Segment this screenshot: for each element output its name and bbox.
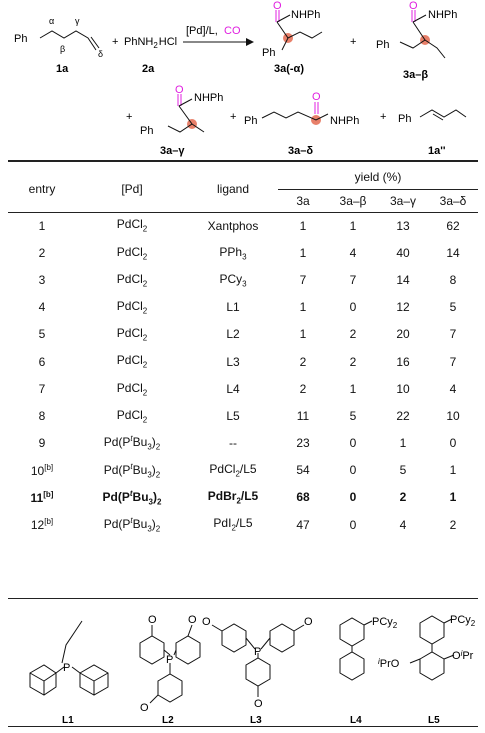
pd-tail: Bu — [132, 489, 149, 504]
cell-yield: 2 — [299, 354, 307, 369]
p2-nh: NHPh — [428, 9, 458, 21]
pd-superscript: t — [130, 434, 133, 444]
pd-superscript: t — [130, 515, 133, 525]
cell-yield: 0 — [349, 463, 357, 478]
cell-yield: 0 — [349, 517, 357, 532]
pd-end-subscript: 2 — [155, 442, 161, 452]
cell-yield: 2 — [449, 517, 457, 532]
p4-ph: Ph — [244, 115, 258, 127]
pd-end-subscript: 2 — [155, 524, 161, 534]
ligand-text: PPh — [219, 244, 243, 259]
pd-subscript: 2 — [142, 415, 148, 425]
pd-subscript: 2 — [142, 333, 148, 343]
cell-ligand — [188, 402, 278, 429]
pd-text: Pd(P — [103, 516, 131, 531]
table-row — [8, 212, 478, 239]
cell-pd — [76, 239, 188, 266]
pd-subscript: 2 — [142, 279, 148, 289]
ligand-subscript: 3 — [242, 279, 247, 289]
cell-ligand — [188, 511, 278, 538]
cell-yield: 2 — [349, 354, 357, 369]
ligand-text: PdCl — [209, 462, 236, 477]
pd-tail-subscript: 3 — [147, 442, 152, 452]
p1-ph: Ph — [262, 47, 276, 59]
p3-nh: NHPh — [194, 92, 224, 104]
ligand-L1-structure — [30, 621, 108, 695]
pd-end: ) — [151, 516, 156, 531]
cell-yield: 1 — [349, 218, 357, 233]
ligand-text: PdI — [213, 516, 232, 531]
sm1-beta: β — [60, 44, 66, 54]
cell-pd — [76, 348, 188, 375]
ligand-text: L3 — [226, 354, 240, 369]
cell-entry — [8, 457, 76, 484]
header-pd: [Pd] — [121, 181, 143, 196]
table-top-rule — [8, 160, 478, 162]
pd-tail-subscript: 3 — [147, 469, 152, 479]
pd-text: PdCl — [116, 271, 143, 286]
pd-text: Pd(P — [102, 489, 130, 504]
L5-ipro: $^i$PrO — [378, 657, 400, 670]
L2-atom: P — [166, 654, 174, 666]
cell-yield: 4 — [449, 381, 457, 396]
entry-number: 3 — [38, 272, 46, 287]
header-entry: entry — [28, 181, 56, 196]
cell-entry — [8, 239, 76, 266]
ligand-L4-structure — [340, 618, 372, 680]
cell-yield: 54 — [296, 463, 310, 478]
pd-subscript: 2 — [142, 360, 148, 370]
table-row — [8, 511, 478, 538]
p4-id: 3a–δ — [288, 145, 314, 157]
conditions-co: CO — [224, 25, 241, 37]
cell-ligand — [188, 484, 278, 511]
entry-number: 4 — [38, 300, 46, 315]
plus-sign-5: + — [380, 111, 387, 123]
cell-yield: 7 — [449, 354, 457, 369]
pd-tail: Bu — [132, 516, 148, 531]
pd-tail-subscript: 3 — [148, 497, 153, 507]
reaction-arrow — [183, 38, 254, 46]
p4-o: O — [312, 91, 321, 103]
ligand-structures — [0, 603, 485, 728]
p2-o: O — [409, 0, 418, 12]
table-row — [8, 484, 478, 511]
entry-number: 6 — [38, 354, 46, 369]
cell-yield: 40 — [396, 245, 410, 260]
p3-id: 3a–γ — [160, 145, 185, 157]
cell-ligand — [188, 348, 278, 375]
cell-entry — [8, 375, 76, 402]
cell-yield: 7 — [449, 327, 457, 342]
entry-footnote: [b] — [44, 517, 54, 527]
cell-yield: 2 — [399, 490, 407, 505]
cell-entry — [8, 266, 76, 293]
cell-yield: 10 — [446, 408, 460, 423]
cell-yield: 4 — [399, 517, 407, 532]
header-col-3a: 3a — [278, 190, 328, 213]
entry-number: 1 — [38, 218, 46, 233]
pd-subscript: 2 — [142, 306, 148, 316]
cell-pd — [76, 511, 188, 538]
cell-pd — [76, 321, 188, 348]
header-yield: yield (%) — [354, 170, 402, 184]
cell-entry — [8, 430, 76, 457]
cell-ligand — [188, 239, 278, 266]
sm1-alpha: α — [49, 16, 55, 26]
p1-nh: NHPh — [291, 9, 321, 21]
ligand-subscript: 2 — [235, 469, 240, 479]
table-row — [8, 348, 478, 375]
cell-ligand — [188, 457, 278, 484]
cell-yield: 2 — [299, 381, 307, 396]
pd-tail: Bu — [132, 435, 148, 450]
header-rule — [8, 212, 478, 213]
L2-o3: O — [140, 702, 149, 714]
entry-number: 5 — [38, 327, 46, 342]
p1-o: O — [273, 0, 282, 12]
ligand-subscript: 2 — [231, 523, 236, 533]
entry-number: 12 — [30, 518, 45, 533]
pd-text: PdCl — [116, 217, 143, 232]
cell-yield: 1 — [449, 463, 457, 478]
cell-yield: 0 — [349, 490, 357, 505]
entry-number: 9 — [38, 436, 46, 451]
cell-ligand — [188, 375, 278, 402]
entry-footnote: [b] — [43, 489, 54, 499]
cell-pd — [76, 430, 188, 457]
L2-label: L2 — [162, 715, 174, 726]
table-row — [8, 266, 478, 293]
sm1-gamma: γ — [75, 16, 80, 26]
cell-entry — [8, 294, 76, 321]
ligand-text: PdBr — [207, 489, 237, 504]
cell-entry — [8, 402, 76, 429]
pd-subscript: 2 — [142, 251, 148, 261]
cell-yield: 68 — [296, 490, 310, 505]
pd-tail-subscript: 3 — [147, 524, 152, 534]
entry-number: 11 — [30, 490, 44, 505]
L3-o1: O — [202, 616, 211, 628]
cell-yield: 16 — [396, 354, 410, 369]
cell-yield: 1 — [299, 245, 307, 260]
pd-subscript: 2 — [142, 224, 148, 234]
cell-yield: 62 — [446, 218, 460, 233]
cell-pd — [76, 294, 188, 321]
plus-sign-3: + — [126, 111, 133, 123]
cell-yield: 1 — [299, 300, 307, 315]
L3-o3: O — [254, 698, 263, 710]
cell-yield: 47 — [296, 517, 310, 532]
cell-yield: 14 — [396, 272, 410, 287]
table-row — [8, 321, 478, 348]
cell-ligand — [188, 266, 278, 293]
cell-pd — [76, 402, 188, 429]
cell-yield: 0 — [349, 300, 357, 315]
ligand-text: L5 — [226, 408, 240, 423]
cell-ligand — [188, 321, 278, 348]
L4-label: L4 — [350, 715, 362, 726]
pd-text: PdCl — [116, 380, 143, 395]
pd-text: PdCl — [116, 407, 143, 422]
pd-text: Pd(P — [103, 435, 131, 450]
pd-superscript: t — [129, 488, 133, 498]
table-row — [8, 294, 478, 321]
ligand-L3-structure — [212, 624, 304, 697]
figure-bottom-rule — [8, 726, 478, 727]
ligand-tail: /L5 — [240, 489, 259, 504]
sm1-ph: Ph — [14, 33, 28, 45]
ligand-text: PCy — [219, 271, 243, 286]
L3-atom: P — [254, 646, 262, 658]
cell-yield: 20 — [396, 327, 410, 342]
p5-id: 1a'' — [428, 145, 446, 157]
cell-entry — [8, 511, 76, 538]
sm2-formula: PhNH$_2$HCl — [124, 36, 178, 50]
cell-entry — [8, 321, 76, 348]
product-3a-delta — [262, 102, 328, 125]
cell-yield: 5 — [449, 300, 457, 315]
entry-number: 10 — [30, 463, 45, 478]
reaction-scheme — [0, 0, 485, 160]
L1-label: L1 — [62, 715, 74, 726]
table-row — [8, 375, 478, 402]
cell-yield: 1 — [399, 436, 407, 451]
cell-yield: 5 — [399, 463, 407, 478]
ligand-text: L4 — [226, 381, 240, 396]
ligand-tail: /L5 — [235, 516, 253, 531]
conditions-cat: [Pd]/L, — [186, 25, 218, 37]
pd-end: ) — [151, 462, 156, 477]
cell-pd — [76, 457, 188, 484]
sm1-delta: δ — [98, 49, 104, 59]
cell-yield: 1 — [349, 381, 357, 396]
pd-end-subscript: 2 — [157, 497, 162, 507]
cell-yield: 7 — [349, 272, 357, 287]
cell-entry — [8, 212, 76, 239]
cell-yield: 13 — [396, 218, 410, 233]
cell-yield: 8 — [449, 272, 457, 287]
ligand-text: L1 — [226, 300, 240, 315]
p3-ph: Ph — [140, 125, 154, 137]
table-row — [8, 430, 478, 457]
cell-yield: 0 — [349, 436, 357, 451]
cell-pd — [76, 375, 188, 402]
p1-id: 3a(-α) — [274, 63, 304, 75]
cell-pd — [76, 212, 188, 239]
table-bottom-rule — [8, 598, 478, 599]
cell-yield: 0 — [449, 436, 457, 451]
plus-sign-2: + — [350, 36, 357, 48]
L5-label: L5 — [428, 715, 440, 726]
cell-yield: 11 — [296, 408, 310, 423]
cell-yield: 1 — [299, 218, 307, 233]
ligand-text: L2 — [226, 327, 240, 342]
L2-o1: O — [148, 614, 157, 626]
L4-pcy: PCy$_2$ — [372, 616, 398, 630]
cell-yield: 1 — [299, 327, 307, 342]
L5-opr: $O^iPr$ — [452, 649, 474, 662]
entry-number: 2 — [38, 245, 46, 260]
L2-o2: O — [188, 614, 197, 626]
entry-footnote: [b] — [44, 462, 54, 472]
ligand-L5-structure — [410, 616, 454, 680]
sm1-id: 1a — [56, 63, 69, 75]
substrate-1a — [40, 31, 99, 50]
header-col-3a-gamma: 3a–γ — [378, 190, 428, 213]
pd-text: Pd(P — [103, 462, 131, 477]
pd-end: ) — [153, 489, 157, 504]
cell-yield: 2 — [349, 327, 357, 342]
pd-end-subscript: 2 — [155, 469, 161, 479]
pd-superscript: t — [130, 461, 133, 471]
cell-ligand — [188, 294, 278, 321]
plus-sign-4: + — [230, 111, 237, 123]
entry-number: 7 — [38, 381, 46, 396]
cell-yield: 5 — [349, 408, 357, 423]
cell-yield: 22 — [396, 408, 410, 423]
pd-end: ) — [151, 435, 156, 450]
header-ligand: ligand — [216, 181, 250, 196]
pd-text: PdCl — [116, 244, 143, 259]
pd-text: PdCl — [116, 326, 143, 341]
p5-ph: Ph — [398, 113, 412, 125]
entry-number: 8 — [38, 408, 46, 423]
L3-label: L3 — [250, 715, 262, 726]
cell-yield: 4 — [349, 245, 357, 260]
table-row — [8, 239, 478, 266]
table-row — [8, 402, 478, 429]
p2-ph: Ph — [376, 39, 390, 51]
cell-entry — [8, 484, 76, 511]
cell-yield: 7 — [299, 272, 307, 287]
header-col-3a-beta: 3a–β — [328, 190, 378, 213]
table-row — [8, 457, 478, 484]
cell-yield: 10 — [396, 381, 410, 396]
ligand-text: -- — [229, 436, 237, 451]
L3-o2: O — [304, 616, 313, 628]
pd-tail: Bu — [132, 462, 148, 477]
cell-yield: 1 — [449, 490, 457, 505]
cell-yield: 23 — [296, 436, 310, 451]
pd-subscript: 2 — [142, 387, 148, 397]
header-col-3a-delta: 3a–δ — [428, 190, 478, 213]
pd-text: PdCl — [116, 298, 143, 313]
cell-yield: 14 — [446, 245, 460, 260]
L5-pcy: PCy$_2$ — [450, 614, 476, 628]
ligand-subscript: 2 — [236, 496, 241, 506]
cell-ligand — [188, 212, 278, 239]
cell-yield: 12 — [396, 300, 410, 315]
ligand-tail: /L5 — [239, 462, 257, 477]
ligand-subscript: 3 — [242, 251, 247, 261]
cell-pd — [76, 484, 188, 511]
L1-atom: P — [63, 662, 71, 674]
p4-nh: NHPh — [330, 115, 360, 127]
cell-pd — [76, 266, 188, 293]
p2-id: 3a–β — [403, 69, 429, 81]
cell-entry — [8, 348, 76, 375]
p3-o: O — [175, 84, 184, 96]
sm2-id: 2a — [142, 63, 155, 75]
results-table — [8, 165, 478, 538]
product-1a-dprime — [420, 110, 466, 120]
pd-text: PdCl — [116, 353, 143, 368]
plus-sign: + — [112, 36, 119, 48]
ligand-text: Xantphos — [207, 218, 259, 233]
cell-ligand — [188, 430, 278, 457]
